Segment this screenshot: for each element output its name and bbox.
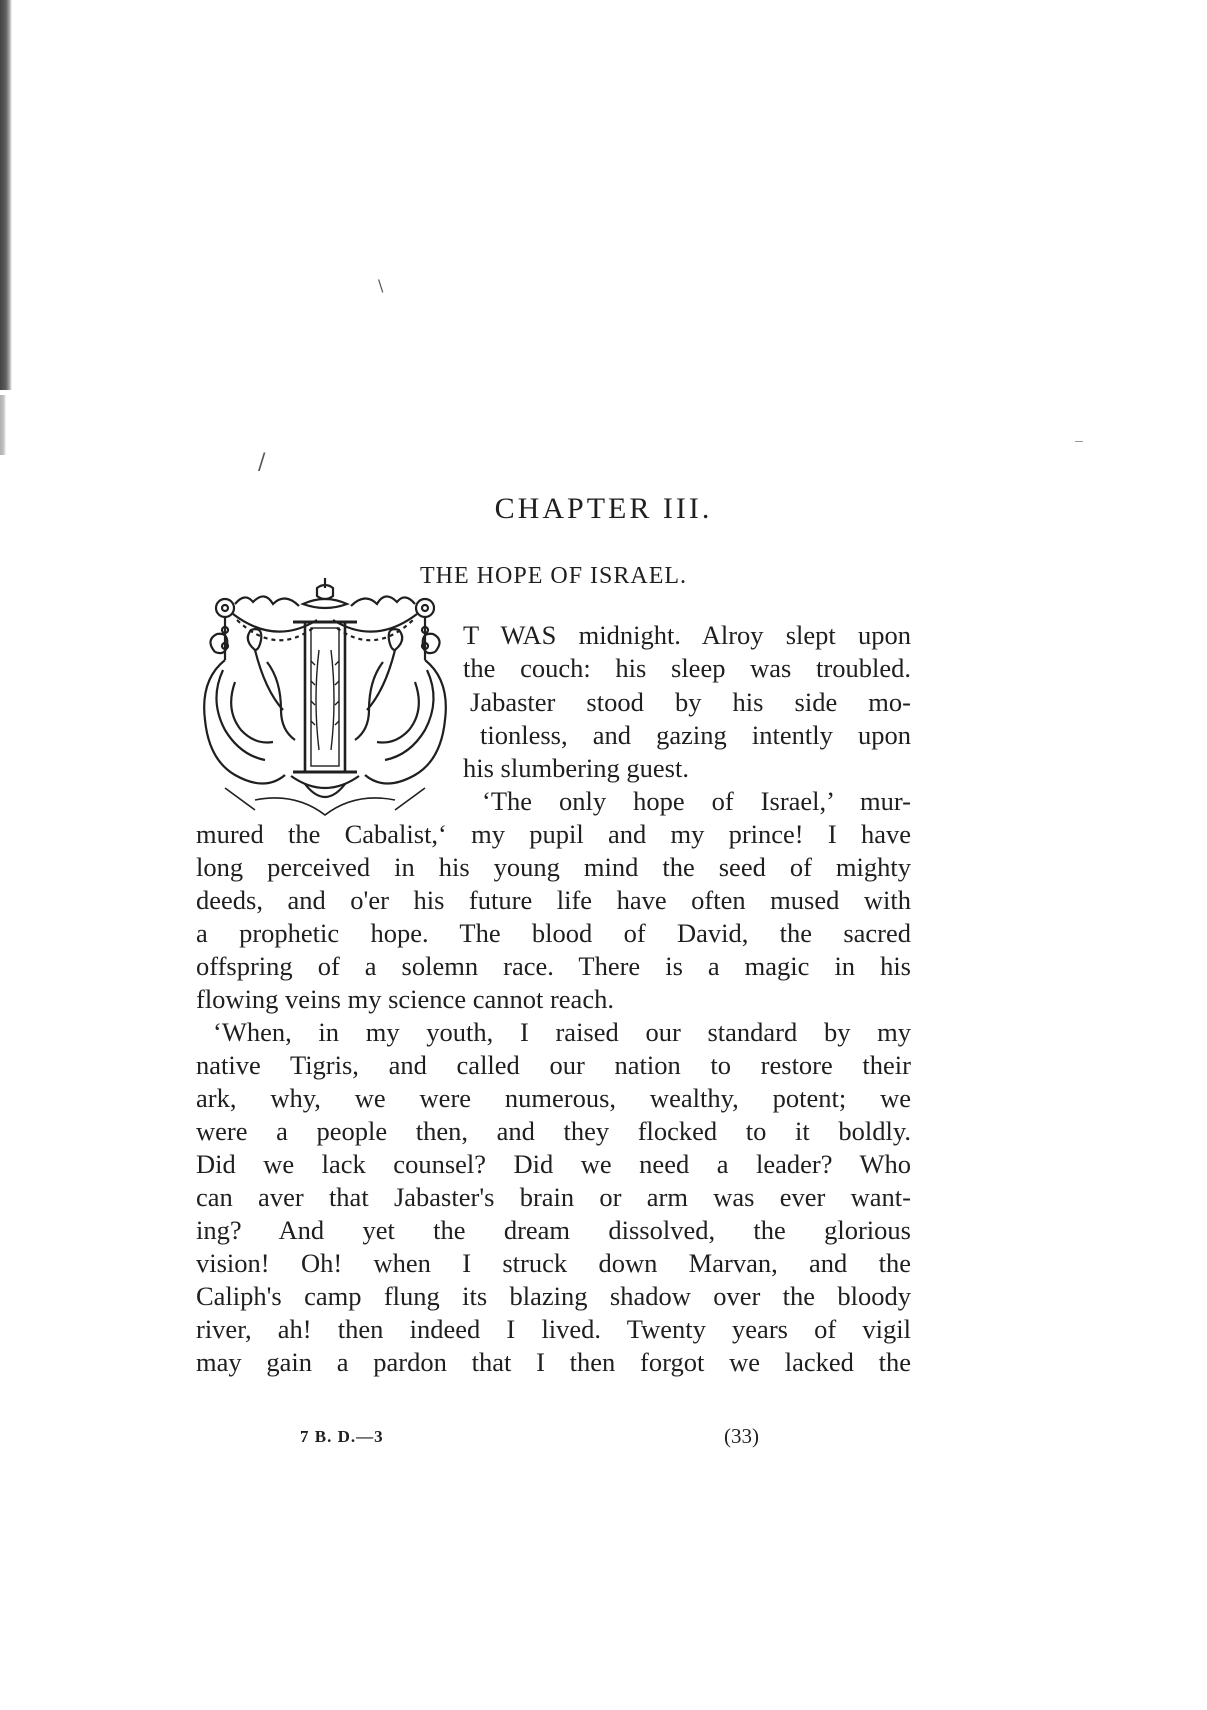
- binding-shadow: [0, 0, 12, 390]
- text-line: Jabaster stood by his side mo-: [470, 687, 911, 717]
- text-line: can aver that Jabaster's brain or arm was ever want-: [196, 1182, 911, 1212]
- text-line: a prophetic hope. The blood of David, the sacred: [196, 918, 911, 948]
- text-line: native Tigris, and called our nation to restore their: [196, 1050, 911, 1080]
- text-line: ‘The only hope of Israel,’ mur-: [482, 786, 911, 816]
- text-line: long perceived in his young mind the seed of mighty: [196, 852, 911, 882]
- text-line: his slumbering guest.: [463, 753, 689, 783]
- speck-mark: ‾: [1075, 438, 1083, 457]
- text-line: may gain a pardon that I then forgot we lacked the: [196, 1347, 911, 1377]
- text-line: river, ah! then indeed I lived. Twenty years of vigil: [196, 1314, 911, 1344]
- speck-mark: /: [258, 450, 266, 475]
- page-number: (33): [724, 1424, 759, 1448]
- signature-mark: 7 B. D.—3: [300, 1427, 384, 1446]
- text-line: T WAS midnight. Alroy slept upon: [463, 620, 911, 650]
- text-line: mured the Cabalist,‘ my pupil and my prince! I have: [196, 819, 911, 849]
- title-word-hope: HOPE OF: [476, 563, 591, 589]
- text-line: ing? And yet the dream dissolved, the glorious: [196, 1215, 911, 1245]
- text-line: Did we lack counsel? Did we need a leader? Who: [196, 1149, 911, 1179]
- chapter-title: [420, 563, 687, 590]
- title-word-the: THE: [420, 563, 477, 589]
- ornamental-drop-cap: [195, 570, 455, 835]
- text-line: ‘When, in my youth, I raised our standard by my: [213, 1017, 911, 1047]
- text-line: the couch: his sleep was troubled.: [463, 653, 911, 683]
- text-line: flowing veins my science cannot reach.: [196, 984, 614, 1014]
- text-line: Caliph's camp flung its blazing shadow over the bloody: [196, 1281, 911, 1311]
- text-line: deeds, and o'er his future life have often mused with: [196, 885, 911, 915]
- text-line: ark, why, we were numerous, wealthy, potent; we: [196, 1083, 911, 1113]
- text-line: offspring of a solemn race. There is a magic in his: [196, 951, 911, 981]
- chapter-heading: CHAPTER III.: [494, 492, 713, 525]
- text-line: tionless, and gazing intently upon: [480, 720, 911, 750]
- speck-mark: \: [378, 276, 384, 295]
- text-line: vision! Oh! when I struck down Marvan, and the: [196, 1248, 911, 1278]
- text-line: were a people then, and they flocked to it boldly.: [196, 1116, 911, 1146]
- title-word-israel: ISRAEL.: [590, 563, 688, 589]
- binding-shadow-lower: [0, 395, 6, 455]
